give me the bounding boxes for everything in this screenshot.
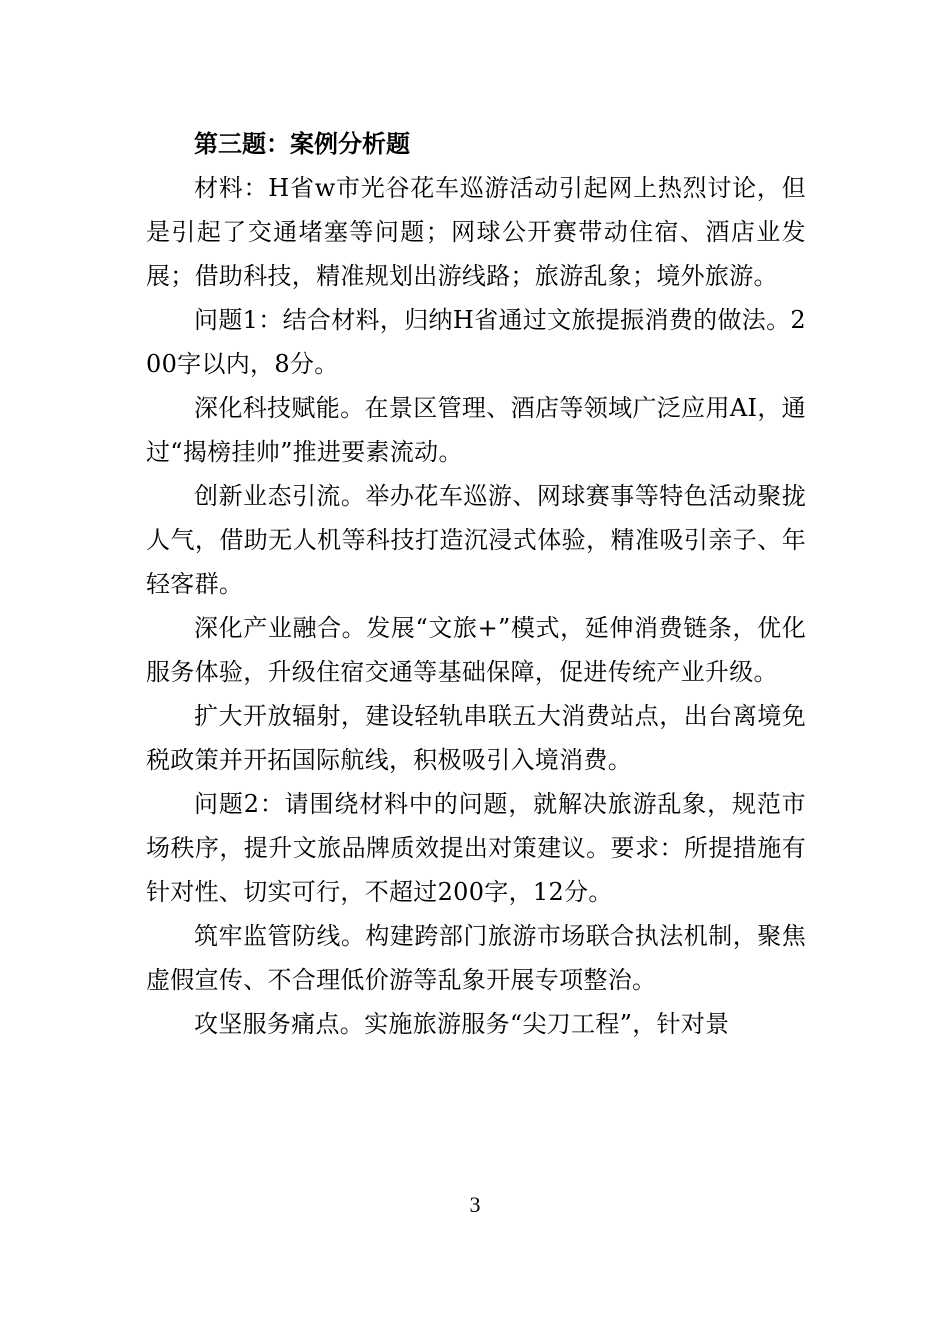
- paragraph-answer-1-2: 创新业态引流。举办花车巡游、网球赛事等特色活动聚拢人气，借助无人机等科技打造沉浸式体验，精准吸引亲子、年轻客群。: [146, 482, 806, 598]
- paragraph-answer-1-1: 深化科技赋能。在景区管理、酒店等领域广泛应用AI，通过“揭榜挂帅”推进要素流动。: [146, 394, 806, 466]
- paragraph-answer-1-3: 深化产业融合。发展“文旅+”模式，延伸消费链条，优化服务体验，升级住宿交通等基础保障，促进传统产业升级。: [146, 614, 806, 686]
- page-body: [146, 122, 806, 1046]
- paragraph-answer-2-2: 攻坚服务痛点。实施旅游服务“尖刀工程”，针对景: [194, 1010, 730, 1038]
- page-number: 3: [469, 1192, 481, 1217]
- paragraph-question-2: 问题2：请围绕材料中的问题，就解决旅游乱象，规范市场秩序，提升文旅品牌质效提出对策建议。要求：所提措施有针对性、切实可行，不超过200字，12分。: [146, 790, 806, 906]
- paragraph-question-1: 问题1：结合材料，归纳H省通过文旅提振消费的做法。200字以内，8分。: [146, 306, 806, 378]
- section-heading: 第三题：案例分析题: [194, 130, 410, 158]
- paragraph-answer-2-1: 筑牢监管防线。构建跨部门旅游市场联合执法机制，聚焦虚假宣传、不合理低价游等乱象开展专项整治。: [146, 922, 806, 994]
- paragraph-answer-1-4: 扩大开放辐射，建设轻轨串联五大消费站点，出台离境免税政策并开拓国际航线，积极吸引入境消费。: [146, 702, 806, 774]
- paragraph-material: 材料：H省w市光谷花车巡游活动引起网上热烈讨论，但是引起了交通堵塞等问题；网球公开赛带动住宿、酒店业发展；借助科技，精准规划出游线路；旅游乱象；境外旅游。: [146, 174, 806, 290]
